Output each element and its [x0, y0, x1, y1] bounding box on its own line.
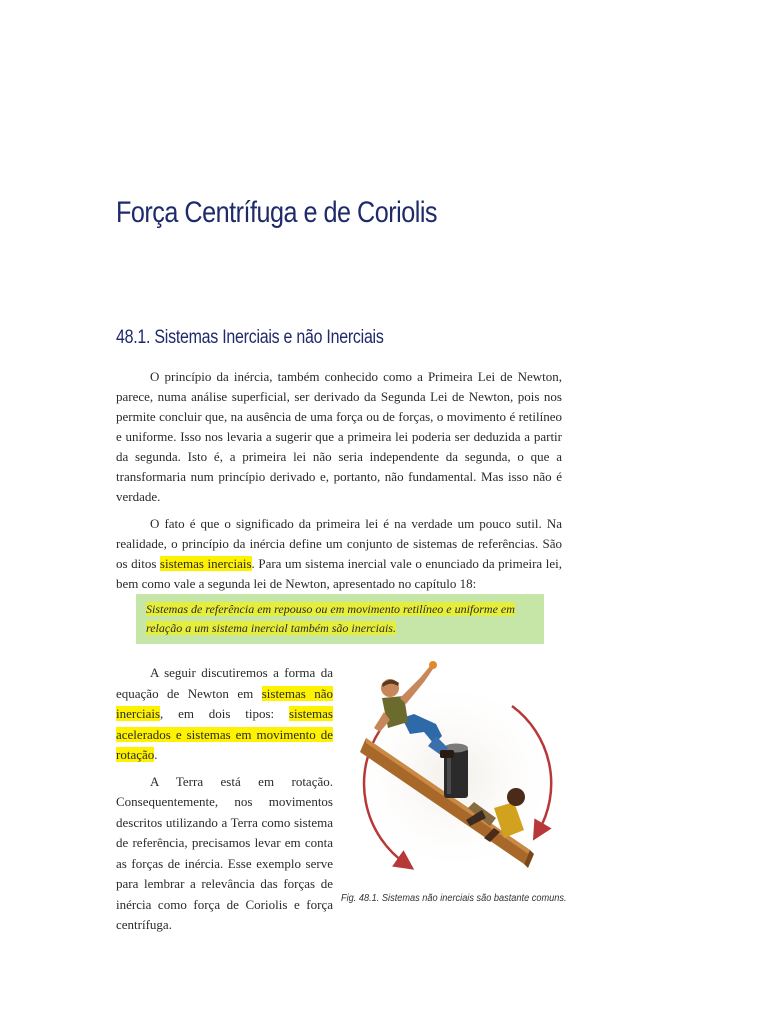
highlight-sistemas-nao-inerciais: sistemas não inerciais	[116, 685, 333, 721]
body-text-top	[116, 367, 562, 601]
paragraph-1: O princípio da inércia, também conhecido como a Primeira Lei de Newton, parece, numa análise superficial, ser derivado da Segunda Lei de Newton, pois nos permite concluir que, na ausência de uma força ou de forças, o movimento é retilíneo e uniforme. Isso nos levaria a sugerir que a primeira lei poderia ser deduzida a partir da segunda. Isto é, a primeira lei não seria independente da segunda, o que a transformaria num princípio derivado e, portanto, não fundamental. Mas isso não é verdade.	[116, 369, 562, 504]
figure-seesaw-illustration	[344, 652, 564, 882]
highlight-sistemas-acelerados: sistemas acelerados e sistemas em movimento de rotação	[116, 706, 333, 762]
body-text-left-column	[116, 663, 333, 942]
figure-caption: Fig. 48.1. Sistemas não inerciais são bastante comuns.	[341, 893, 567, 904]
paragraph-4: A Terra está em rotação. Consequentemente, nos movimentos descritos utilizando a Terra como sistema de referência, precisamos levar em conta as forças de inércia. Esse exemplo serve para lembrar a relevância das forças de inércia como força de Coriolis e força centrífuga.	[116, 773, 333, 932]
highlight-sistemas-inerciais: sistemas inerciais	[159, 556, 252, 571]
section-title: 48.1. Sistemas Inerciais e não Inerciais	[116, 327, 384, 348]
chapter-title: Força Centrífuga e de Coriolis	[116, 196, 438, 229]
paragraph-2: O fato é que o significado da primeira lei é na verdade um pouco sutil. Na realidade, o princípio da inércia define um conjunto de sistemas de referências. São os ditos sistemas inerciais. Para um sistema inercial vale o enunciado da primeira lei, bem como vale a segunda lei de Newton, apresentado no capítulo 18:	[116, 516, 562, 591]
paragraph-3: A seguir discutiremos a forma da equação de Newton em sistemas não inerciais, em dois tipos: sistemas acelerados e sistemas em movimento de rotação.	[116, 665, 333, 762]
definition-callout	[136, 594, 544, 644]
callout-text: Sistemas de referência em repouso ou em movimento retilíneo e uniforme em relação a um sistema inercial também são inerciais.	[146, 602, 515, 635]
seesaw-illustration	[344, 652, 564, 882]
